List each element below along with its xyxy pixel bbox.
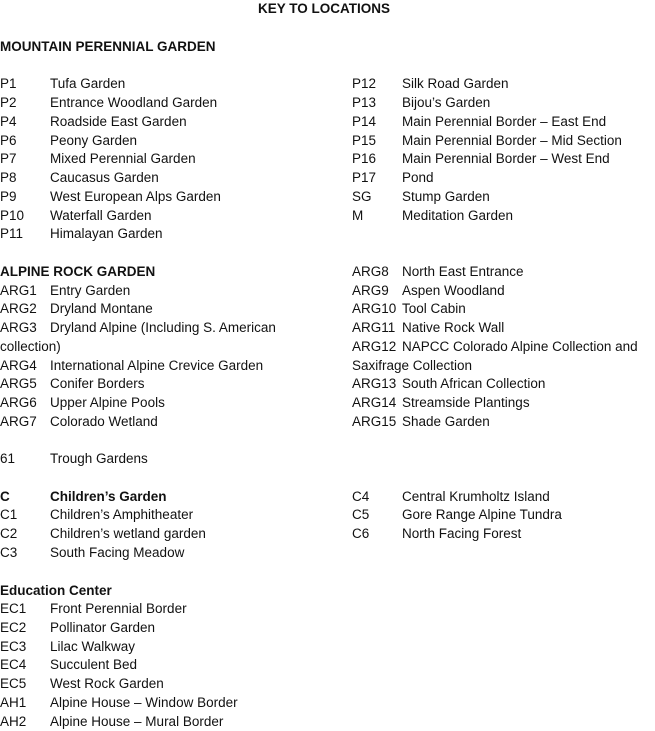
location-code: P16	[352, 151, 377, 166]
location-name: Dryland Montane	[50, 301, 153, 316]
location-name: Children’s wetland garden	[50, 526, 206, 541]
location-code: P6	[0, 133, 17, 148]
location-name: Upper Alpine Pools	[50, 395, 165, 410]
location-name: Pollinator Garden	[50, 620, 156, 635]
location-name: Entry Garden	[50, 283, 131, 298]
location-name: Central Krumholtz Island	[402, 489, 550, 504]
location-code: P7	[0, 151, 17, 166]
location-code: P14	[352, 114, 377, 129]
location-name-continuation: Saxifrage Collection	[352, 358, 473, 373]
location-name: Alpine House – Window Border	[50, 695, 238, 710]
location-code: P15	[352, 133, 377, 148]
location-code: M	[352, 208, 364, 223]
location-name: Tool Cabin	[402, 301, 466, 316]
location-name: NAPCC Colorado Alpine Collection and	[402, 339, 638, 354]
location-code: ARG8	[352, 264, 389, 279]
location-code: P11	[0, 226, 24, 241]
location-code: ARG15	[352, 414, 397, 429]
location-code: ARG7	[0, 414, 37, 429]
location-name: Main Perennial Border – Mid Section	[402, 133, 622, 148]
location-name: International Alpine Crevice Garden	[50, 358, 264, 373]
location-code: EC1	[0, 601, 27, 616]
location-name: Himalayan Garden	[50, 226, 163, 241]
location-code: P13	[352, 95, 377, 110]
location-code: ARG9	[352, 283, 389, 298]
location-code: P10	[0, 208, 25, 223]
location-name: Conifer Borders	[50, 376, 145, 391]
location-name: Front Perennial Border	[50, 601, 187, 616]
location-code: ARG10	[352, 301, 397, 316]
location-code: C5	[352, 507, 370, 522]
location-code: C3	[0, 545, 18, 560]
location-code: EC3	[0, 639, 27, 654]
page-title: KEY TO LOCATIONS	[258, 1, 391, 16]
location-name: North East Entrance	[402, 264, 524, 279]
alpine-heading: ALPINE ROCK GARDEN	[0, 264, 156, 279]
location-code: P12	[352, 76, 377, 91]
location-name: Caucasus Garden	[50, 170, 159, 185]
location-name: Bijou’s Garden	[402, 95, 491, 110]
location-code: ARG2	[0, 301, 37, 316]
education-heading: Education Center	[0, 583, 112, 598]
location-name: Alpine House – Mural Border	[50, 714, 224, 729]
location-code: SG	[352, 189, 372, 204]
location-name: Tufa Garden	[50, 76, 126, 91]
location-code: EC2	[0, 620, 27, 635]
location-code: ARG5	[0, 376, 37, 391]
location-code: P2	[0, 95, 17, 110]
section-title: Children’s Garden	[50, 489, 167, 504]
location-name: West European Alps Garden	[50, 189, 221, 204]
location-code: AH1	[0, 695, 27, 710]
location-name: Main Perennial Border – East End	[402, 114, 607, 129]
location-code: C1	[0, 507, 18, 522]
location-code: C6	[352, 526, 370, 541]
location-code: C2	[0, 526, 18, 541]
location-code: P17	[352, 170, 377, 185]
location-code: ARG11	[352, 320, 396, 335]
location-name: South Facing Meadow	[50, 545, 185, 560]
location-name: Trough Gardens	[50, 451, 148, 466]
location-name: Waterfall Garden	[50, 208, 152, 223]
location-code: AH2	[0, 714, 27, 729]
location-name: Lilac Walkway	[50, 639, 136, 654]
location-name: West Rock Garden	[50, 676, 164, 691]
location-code: C4	[352, 489, 370, 504]
location-code: ARG12	[352, 339, 397, 354]
location-code: P4	[0, 114, 17, 129]
location-name: Roadside East Garden	[50, 114, 187, 129]
location-name: South African Collection	[402, 376, 546, 391]
location-name: Shade Garden	[402, 414, 490, 429]
location-name: Entrance Woodland Garden	[50, 95, 218, 110]
location-name-continuation: collection)	[0, 339, 61, 354]
location-name: Pond	[402, 170, 434, 185]
location-code: ARG4	[0, 358, 37, 373]
location-code: EC4	[0, 657, 27, 672]
location-name: Gore Range Alpine Tundra	[402, 507, 562, 522]
location-code: P9	[0, 189, 17, 204]
location-name: Stump Garden	[402, 189, 490, 204]
location-name: Children’s Amphitheater	[50, 507, 194, 522]
location-name: North Facing Forest	[402, 526, 522, 541]
location-name: Main Perennial Border – West End	[402, 151, 610, 166]
location-name: Native Rock Wall	[402, 320, 505, 335]
location-name: Aspen Woodland	[402, 283, 505, 298]
location-name: Meditation Garden	[402, 208, 514, 223]
location-name: Mixed Perennial Garden	[50, 151, 196, 166]
location-code: EC5	[0, 676, 27, 691]
location-name: Silk Road Garden	[402, 76, 509, 91]
mountain-heading: MOUNTAIN PERENNIAL GARDEN	[0, 39, 216, 54]
location-code: ARG3	[0, 320, 37, 335]
location-name: Dryland Alpine (Including S. American	[50, 320, 276, 335]
location-code: ARG14	[352, 395, 397, 410]
section-code: C	[0, 489, 10, 504]
location-name: Colorado Wetland	[50, 414, 158, 429]
location-code: ARG6	[0, 395, 37, 410]
location-code: P1	[0, 76, 17, 91]
location-code: ARG13	[352, 376, 397, 391]
location-name: Peony Garden	[50, 133, 138, 148]
location-code: P8	[0, 170, 17, 185]
location-code: 61	[0, 451, 16, 466]
location-code: ARG1	[0, 283, 37, 298]
location-name: Succulent Bed	[50, 657, 138, 672]
location-name: Streamside Plantings	[402, 395, 530, 410]
